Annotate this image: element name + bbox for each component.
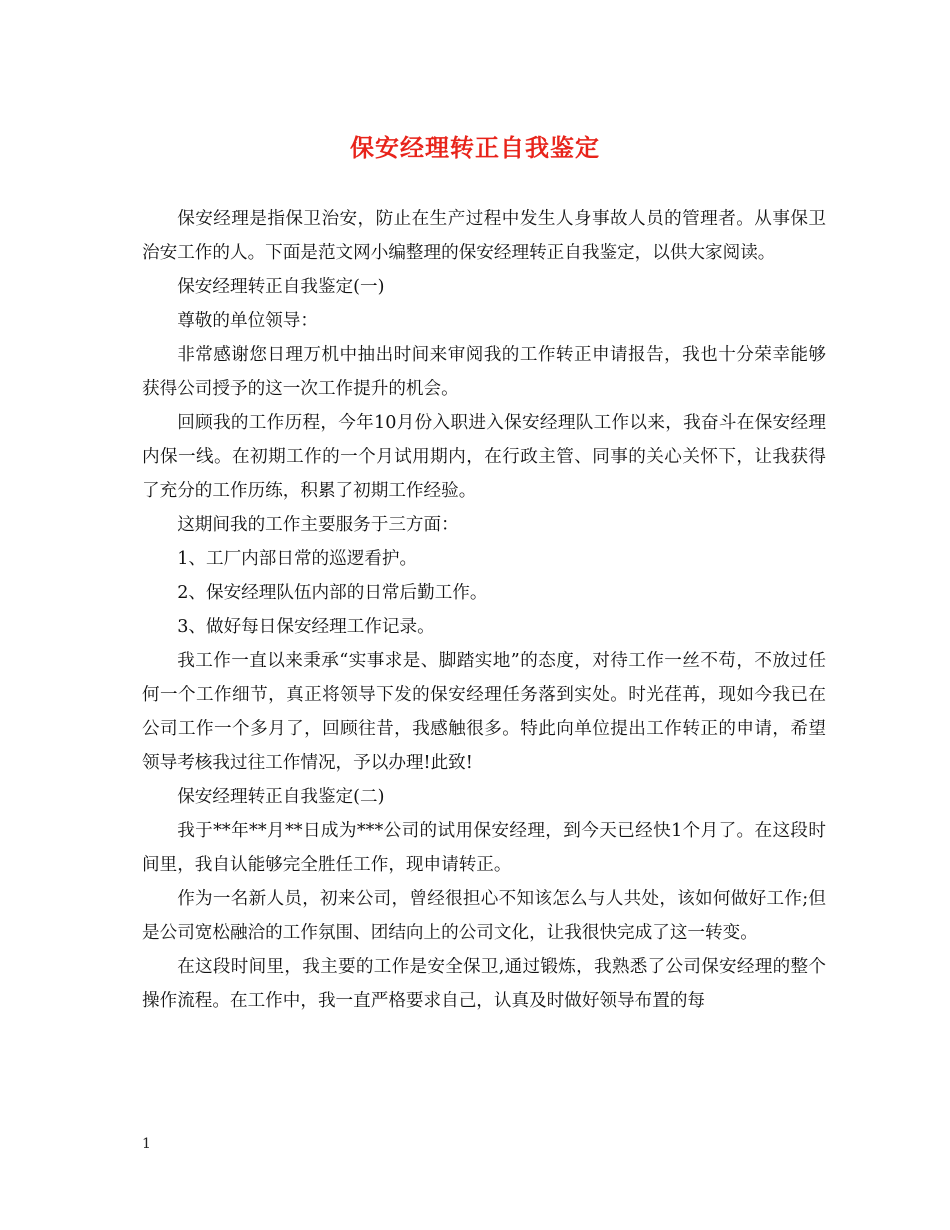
list-item: 1、工厂内部日常的巡逻看护。	[177, 549, 418, 569]
document-body	[142, 202, 826, 1018]
paragraph: 非常感谢您日理万机中抽出时间来审阅我的工作转正申请报告，我也十分荣幸能够获得公司授予的这一次工作提升的机会。	[142, 345, 826, 399]
paragraph: 回顾我的工作历程，今年10月份入职进入保安经理队工作以来，我奋斗在保安经理内保一线。在初期工作的一个月试用期内，在行政主管、同事的关心关怀下，让我获得了充分的工作历练，积累了初期工作经验。	[142, 413, 826, 501]
paragraph: 在这段时间里，我主要的工作是安全保卫,通过锻炼，我熟悉了公司保安经理的整个操作流程。在工作中，我一直严格要求自己，认真及时做好领导布置的每	[142, 957, 826, 1011]
paragraph: 这期间我的工作主要服务于三方面：	[177, 515, 459, 535]
list-item: 3、做好每日保安经理工作记录。	[177, 617, 435, 637]
paragraph: 我于**年**月**日成为***公司的试用保安经理，到今天已经快1个月了。在这段时间里，我自认能够完全胜任工作，现申请转正。	[142, 821, 826, 875]
salutation: 尊敬的单位领导：	[177, 311, 318, 331]
paragraph: 我工作一直以来秉承“实事求是、脚踏实地”的态度，对待工作一丝不苟，不放过任何一个工作细节，真正将领导下发的保安经理任务落到实处。时光荏苒，现如今我已在公司工作一个多月了，回顾往昔，我感触很多。特此向单位提出工作转正的申请，希望领导考核我过往工作情况，予以办理!此致!	[142, 651, 826, 773]
list-item: 2、保安经理队伍内部的日常后勤工作。	[177, 583, 488, 603]
paragraph-intro: 保安经理是指保卫治安，防止在生产过程中发生人身事故人员的管理者。从事保卫治安工作的人。下面是范文网小编整理的保安经理转正自我鉴定，以供大家阅读。	[142, 209, 826, 263]
document-title: 保安经理转正自我鉴定	[350, 133, 600, 162]
page-number: 1	[142, 1136, 151, 1152]
paragraph: 作为一名新人员，初来公司，曾经很担心不知该怎么与人共处，该如何做好工作;但是公司宽松融洽的工作氛围、团结向上的公司文化，让我很快完成了这一转变。	[142, 889, 826, 943]
section-heading-two: 保安经理转正自我鉴定(二)	[177, 787, 385, 807]
section-heading-one: 保安经理转正自我鉴定(一)	[177, 277, 385, 297]
